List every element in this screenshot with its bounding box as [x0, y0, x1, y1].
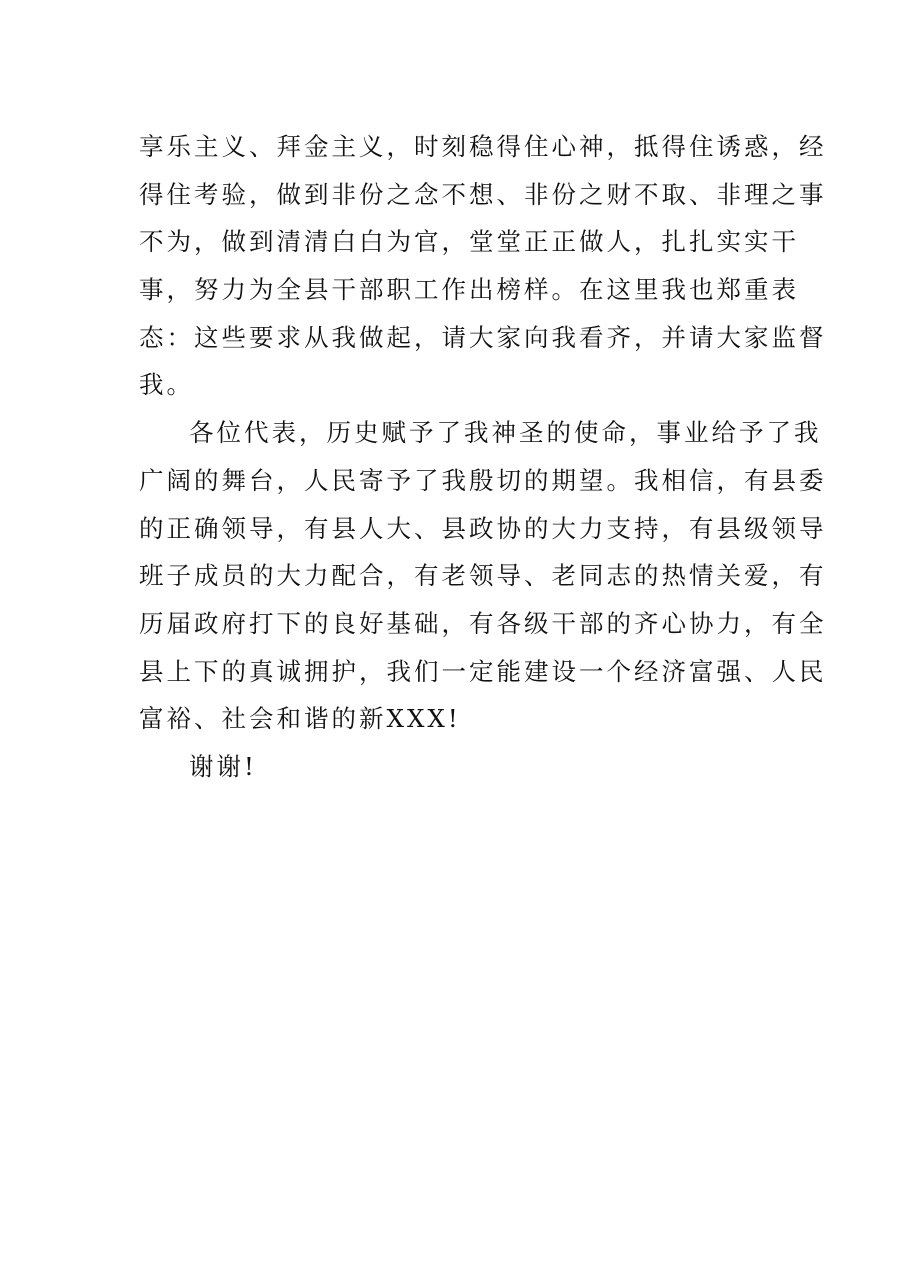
text-line: 各位代表，历史赋予了我神圣的使命，事业给予了我 [189, 418, 822, 448]
text-line: 不为，做到清清白白为官，堂堂正正做人，扎扎实实干 [139, 227, 799, 257]
closing-paragraph [139, 743, 775, 791]
text-line: 富裕、社会和谐的新XXX! [139, 704, 461, 734]
text-line: 县上下的真诚拥护，我们一定能建设一个经济富强、人民 [139, 656, 827, 686]
text-line: 态：这些要求从我做起，请大家向我看齐，并请大家监督 [139, 322, 827, 352]
text-line: 的正确领导，有县人大、县政协的大力支持，有县级领导 [139, 513, 827, 543]
text-line: 享乐主义、拜金主义，时刻稳得住心神，抵得住诱惑，经 [139, 132, 827, 161]
text-line: 历届政府打下的良好基础，有各级干部的齐心协力，有全 [139, 608, 827, 638]
text-line: 事，努力为全县干部职工作出榜样。在这里我也郑重表 [139, 275, 799, 305]
document-body [139, 123, 827, 791]
paragraph-continuation [139, 123, 827, 409]
text-line: 我。 [139, 370, 194, 400]
text-line: 班子成员的大力配合，有老领导、老同志的热情关爱，有 [139, 561, 827, 591]
closing-text: 谢谢! [189, 751, 257, 781]
text-line: 得住考验，做到非份之念不想、非份之财不取、非理之事 [139, 179, 827, 209]
paragraph-representatives [139, 409, 827, 743]
text-line: 广阔的舞台，人民寄予了我殷切的期望。我相信，有县委 [139, 465, 827, 495]
